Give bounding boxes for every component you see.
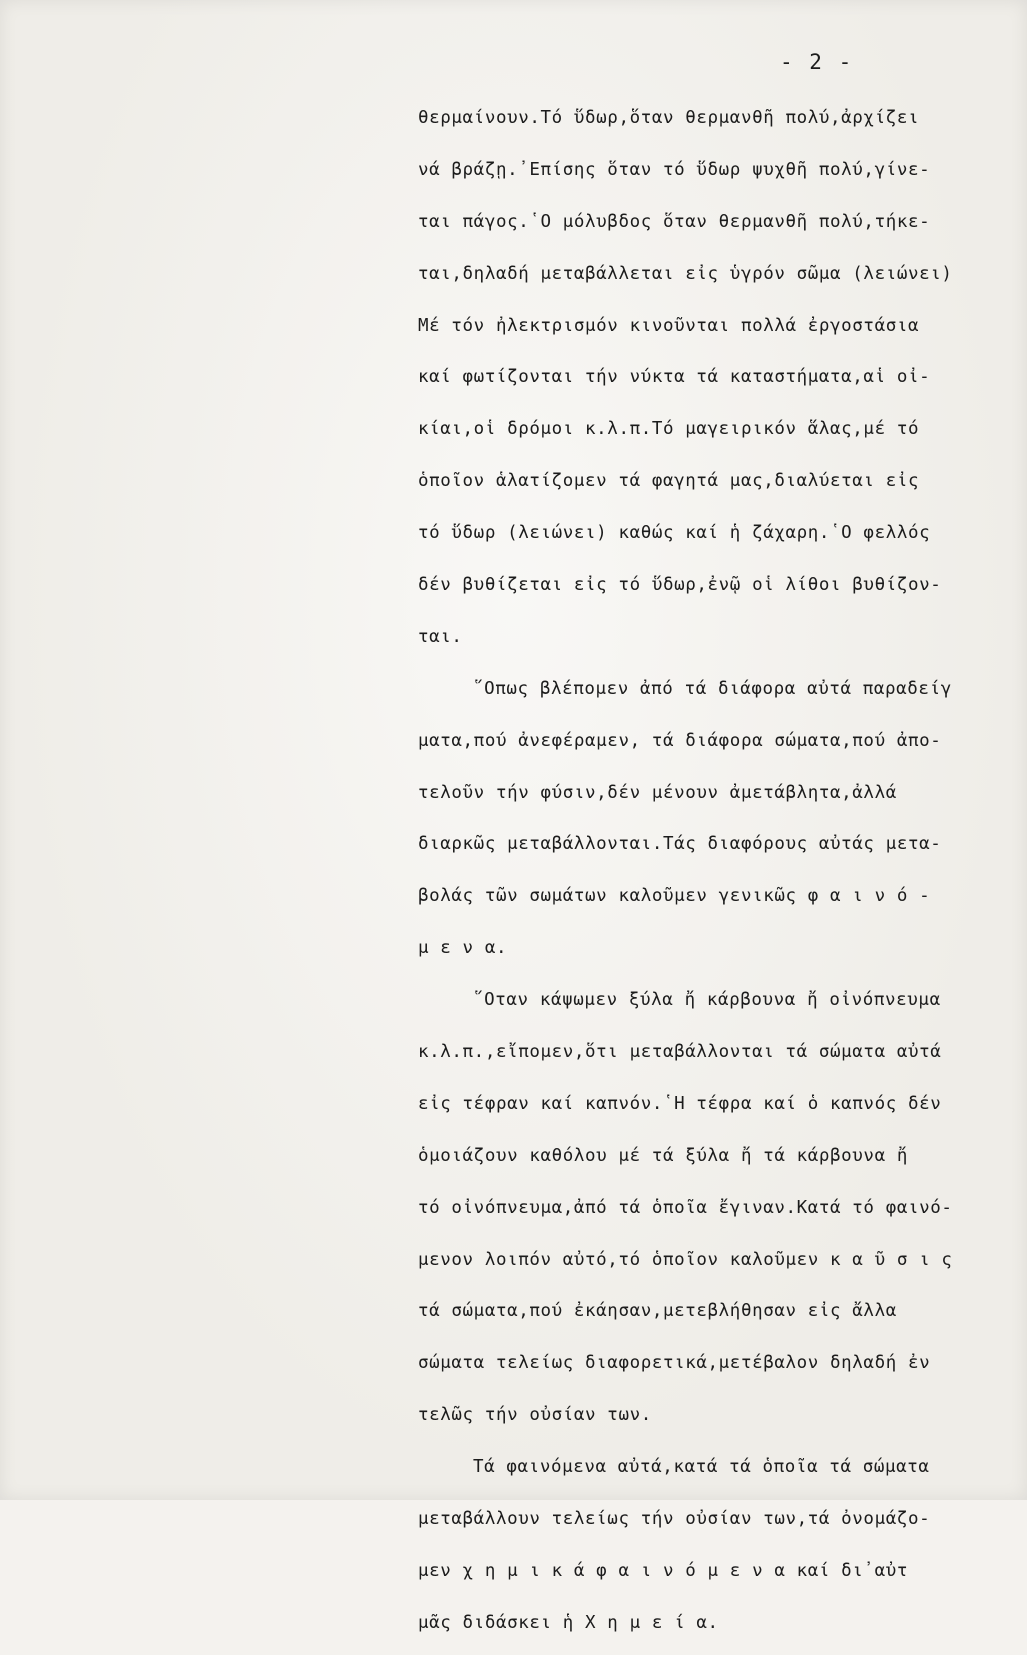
text-line: βολάς τῶν σωμάτων καλοῦμεν γενικῶς φ α ι ν ό -	[418, 886, 931, 907]
text-line: ται,δηλαδή μεταβάλλεται εἰς ὑγρόν σῶμα (λειώνει)	[418, 263, 953, 284]
text-line: ὁποῖον ἁλατίζομεν τά φαγητά μας,διαλύεται εἰς	[418, 471, 920, 492]
typed-text-body	[418, 98, 1018, 1655]
text-line: μεν χ η μ ι κ ά φ α ι ν ό μ ε ν α καί δι᾿αὐτ	[418, 1560, 908, 1581]
text-line: ται πάγος.῾Ο μόλυβδος ὅταν θερμανθῆ πολύ,τήκε-	[418, 211, 931, 232]
text-line: μενον λοιπόν αὐτό,τό ὁποῖον καλοῦμεν κ α ῦ σ ι ς	[418, 1249, 953, 1270]
text-line: μεταβάλλουν τελείως τήν οὐσίαν των,τά ὀνομάζο-	[418, 1509, 931, 1530]
text-line: τελῶς τήν οὐσίαν των.	[418, 1405, 652, 1426]
text-line: καί φωτίζονται τήν νύκτα τά καταστήματα,αἱ οἰ-	[418, 367, 931, 388]
text-line: δέν βυθίζεται εἰς τό ὕδωρ,ἐνῷ οἱ λίθοι βυθίζον-	[418, 575, 942, 596]
text-line: ῞Οπως βλέπομεν ἀπό τά διάφορα αὐτά παραδείγ	[473, 678, 952, 699]
text-line: ται.	[418, 626, 463, 647]
text-line: μ ε ν α.	[418, 938, 508, 959]
text-line: κίαι,οἱ δρόμοι κ.λ.π.Τό μαγειρικόν ἅλας,μέ τό	[418, 419, 920, 440]
text-line: τό ὕδωρ (λειώνει) καθώς καί ἡ ζάχαρη.῾Ο φελλός	[418, 523, 931, 544]
text-line: διαρκῶς μεταβάλλονται.Τάς διαφόρους αὐτάς μετα-	[418, 834, 942, 855]
text-line: τελοῦν τήν φύσιν,δέν μένουν ἀμετάβλητα,ἀλλά	[418, 782, 897, 803]
text-line: σώματα τελείως διαφορετικά,μετέβαλον δηλαδή ἐν	[418, 1353, 931, 1374]
text-line: ὁμοιάζουν καθόλου μέ τά ξύλα ἤ τά κάρβουνα ἤ	[418, 1145, 908, 1166]
page-number: - 2 -	[780, 50, 854, 74]
text-line: νά βράζῃ.᾿Επίσης ὅταν τό ὕδωρ ψυχθῆ πολύ,γίνε-	[418, 159, 931, 180]
text-line: Τά φαινόμενα αὐτά,κατά τά ὁποῖα τά σώματα	[473, 1457, 930, 1478]
text-line: Μέ τόν ἠλεκτρισμόν κινοῦνται πολλά ἐργοστάσια	[418, 315, 920, 336]
text-line: ματα,πού ἀνεφέραμεν, τά διάφορα σώματα,πού ἀπο-	[418, 730, 942, 751]
text-line: κ.λ.π.,εἴπομεν,ὅτι μεταβάλλονται τά σώματα αὐτά	[418, 1042, 942, 1063]
text-line: τά σώματα,πού ἐκάησαν,μετεβλήθησαν εἰς ἄλλα	[418, 1301, 897, 1322]
text-line: τό οἰνόπνευμα,ἀπό τά ὁποῖα ἔγιναν.Κατά τό φαινό-	[418, 1197, 953, 1218]
text-line: εἰς τέφραν καί καπνόν.῾Η τέφρα καί ὁ καπνός δέν	[418, 1093, 942, 1114]
text-line: ῞Οταν κάψωμεν ξύλα ἤ κάρβουνα ἤ οἰνόπνευμα	[473, 990, 941, 1011]
text-line: μᾶς διδάσκει ἡ Χ η μ ε ί α.	[418, 1612, 719, 1633]
text-line: θερμαίνουν.Τό ὕδωρ,ὅταν θερμανθῆ πολύ,ἀρχίζει	[418, 108, 920, 128]
